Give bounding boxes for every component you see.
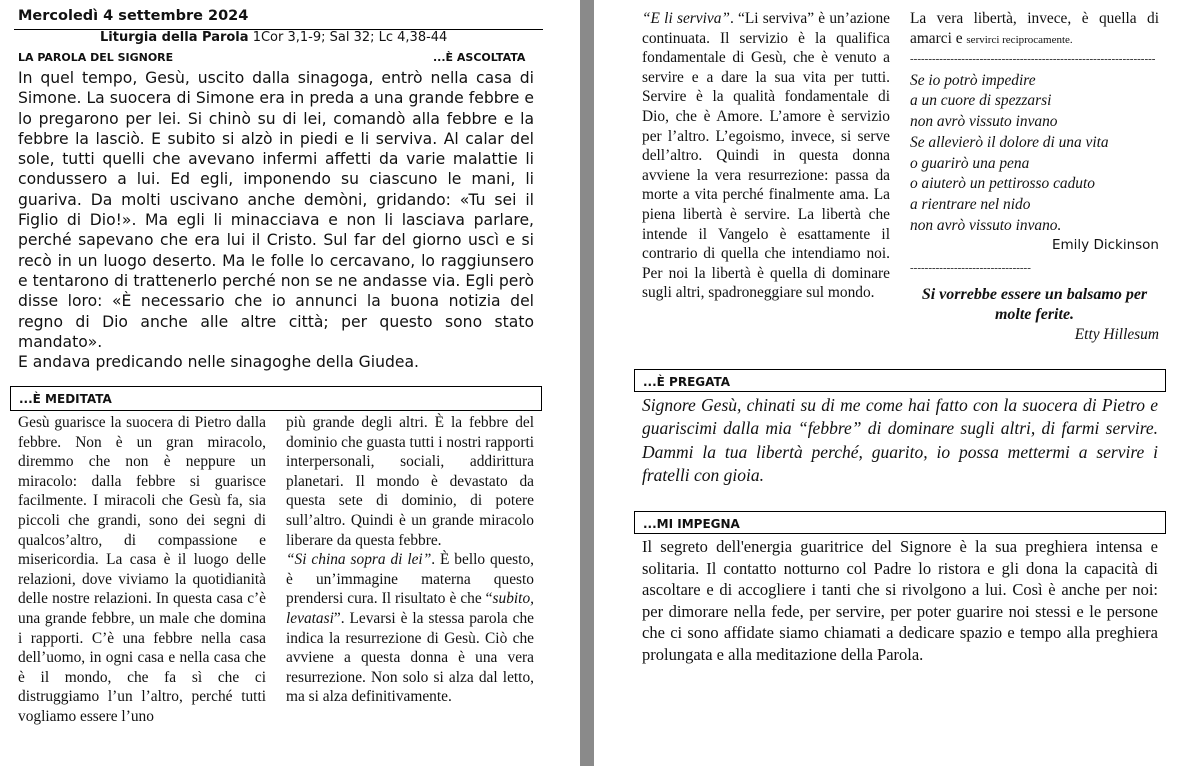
continued-text: . “Li serviva” è un’azione continuata. Il servizio è la qualifica fondamentale di Gesù, che è venuto a servire e a dare la sua vita per tutti. Servire è la qualità fondamentale di Dio, che è Amore. L’amore è servizio per l’altro. L’egoismo, invece, si serve dell’altro. Quindi in questa donna avviene la vera resurrezione: passa da morte a vita perché finalmente ama. La piena libertà è servire. La libertà che intende il Vangelo è esattamente il contrario di quella che intendiamo noi. Per noi la libertà è quella di dominare sugli altri, spadroneggiare sul mondo.: [642, 10, 890, 302]
section-word-label: LA PAROLA DEL SIGNORE: [18, 51, 174, 64]
dickinson-poem: [910, 71, 1159, 237]
meditata-heading: ...È MEDITATA: [10, 386, 542, 411]
freedom-text: La vera libertà, invece, è quella di amarci e servirci reciprocamente.: [910, 10, 1159, 47]
hillesum-author: Etty Hillesum: [1074, 325, 1159, 343]
gospel-text: In quel tempo, Gesù, uscito dalla sinagoga, entrò nella casa di Simone. La suocera di Simone era in preda a una grande febbre e lo pregarono per lei. Si chinò su di lei, comandò alla febbre e la febbre la lasciò. E subito si alzò in piedi e li serviva. Al calar del sole, tutti quelli che avevano infermi affetti da varie malattie li condussero a lui. Ed egli, imponendo su ciascuno le mani, li guariva. Da molti uscivano anche demòni, gridando: «Tu sei il Figlio di Dio!». Ma egli li minacciava e non li lasciava parlare, perché sapevano che era lui il Cristo. Sul far del giorno uscì e si recò in un luogo deserto. Ma le folle lo cercavano, lo raggiunsero e tentarono di trattenerlo perché non se ne andasse via. Egli però disse loro: «È necessario che io annunci la buona notizia del regno di Dio anche alle altre città; per questo sono stato mandato».: [18, 69, 534, 351]
poem-line: a un cuore di spezzarsi: [910, 92, 1052, 110]
sidebar-column: [910, 9, 1159, 344]
page-date: Mercoledì 4 settembre 2024: [18, 8, 249, 24]
meditata-column-2: [286, 413, 534, 707]
poem-line: non avrò vissuto invano: [910, 113, 1058, 131]
gospel-last-line: E andava predicando nelle sinagoghe della Giudea.: [18, 353, 419, 372]
continued-column: [642, 9, 890, 303]
meditata-quote-china: “Si china sopra di lei”: [286, 551, 432, 569]
liturgy-refs: 1Cor 3,1-9; Sal 32; Lc 4,38-44: [252, 30, 448, 45]
impegna-heading: ...MI IMPEGNA: [634, 511, 1166, 534]
page-gutter: [580, 0, 594, 766]
poem-line: Se io potrò impedire: [910, 71, 1036, 89]
meditata-col2-paragraph: “Si china sopra di lei”. È bello questo, è un’immagine materna questo prendersi cura. Il risultato è che “subito, levatasi”. Levarsi è la stessa parola che indica la resurrezione di Gesù. Ciò che avviene a questa donna è una vera resurrezione. Non solo si alza dal letto, ma si alza definitivamente.: [286, 551, 534, 706]
liturgy-header: [100, 30, 447, 45]
pregata-heading: ...È PREGATA: [634, 369, 1166, 392]
poem-author: Emily Dickinson: [1051, 237, 1159, 254]
commitment-text: Il segreto dell'energia guaritrice del Signore è la sua preghiera intensa e solitaria. Il contatto notturno col Padre lo ristora e gli dona la capacità di ascoltare e di accogliere i tanti che si rivolgono a lui. Così è anche per noi: per dimorare nella fede, per servire, per poter guarire noi stessi e le persone che ci sono affidate siamo chiamati a dedicare spazio e tempo alla preghiera prolungata e alla meditazione della Parola.: [642, 537, 1158, 664]
poem-line: o guarirò una pena: [910, 154, 1030, 172]
meditata-quote-levatasi: subito, levatasi: [286, 590, 534, 627]
right-page: [594, 0, 1182, 766]
dashed-divider-1: -------------------------------------------------------------------: [910, 53, 1156, 66]
poem-line: Se allevierò il dolore di una vita: [910, 133, 1109, 151]
meditata-column-1: [18, 413, 266, 727]
poem-line: non avrò vissuto invano.: [910, 216, 1062, 234]
prayer-text: Signore Gesù, chinati su di me come hai fatto con la suocera di Pietro e guariscimi dalla mia “febbre” di dominare sugli altri, di farmi servire. Dammi la tua libertà perché, guarito, io possa mettermi a servire i fratelli con gioia.: [642, 395, 1158, 485]
gospel-reading: [18, 68, 534, 372]
poem-line: a rientrare nel nido: [910, 196, 1031, 213]
poem-line: o aiuterò un pettirosso caduto: [910, 175, 1095, 193]
liturgy-title: Liturgia della Parola: [100, 30, 249, 45]
left-page: [0, 0, 580, 766]
meditata-col2-text: più grande degli altri. È la febbre del dominio che guasta tutti i nostri rapporti interpersonali, sociali, addirittura planetari. Il mondo è devastato da questa sete di dominio, di potere sull’altro. Quindi è un grande miracolo liberare da questa febbre.: [286, 414, 534, 549]
meditata-col1-text: Gesù guarisce la suocera di Pietro dalla febbre. Non è un gran miracolo, diremmo che non è neppure un miracolo: dalla febbre si guarisce facilmente. I miracoli che Gesù fa, sia piccoli che grandi, sono dei segni di qualcos’altro, di compassione e misericordia. La casa è il luogo delle relazioni, dove viviamo la quotidianità delle nostre relazioni. In questa casa c’è una grande febbre, un male che domina i rapporti. C’è una febbre nella casa dell’uomo, in ogni casa e nella casa che è il mondo, che fa sì che ci distruggiamo l’un l’altro, perché tutti vogliamo essere l’uno: [18, 414, 266, 725]
hillesum-quote: Si vorrebbe essere un balsamo per molte ferite.: [921, 285, 1148, 323]
section-listened-label: ...È ASCOLTATA: [433, 51, 526, 64]
dashed-divider-2: ---------------------------------: [910, 262, 1031, 274]
quote-li-serviva: “E li serviva”: [642, 10, 730, 27]
